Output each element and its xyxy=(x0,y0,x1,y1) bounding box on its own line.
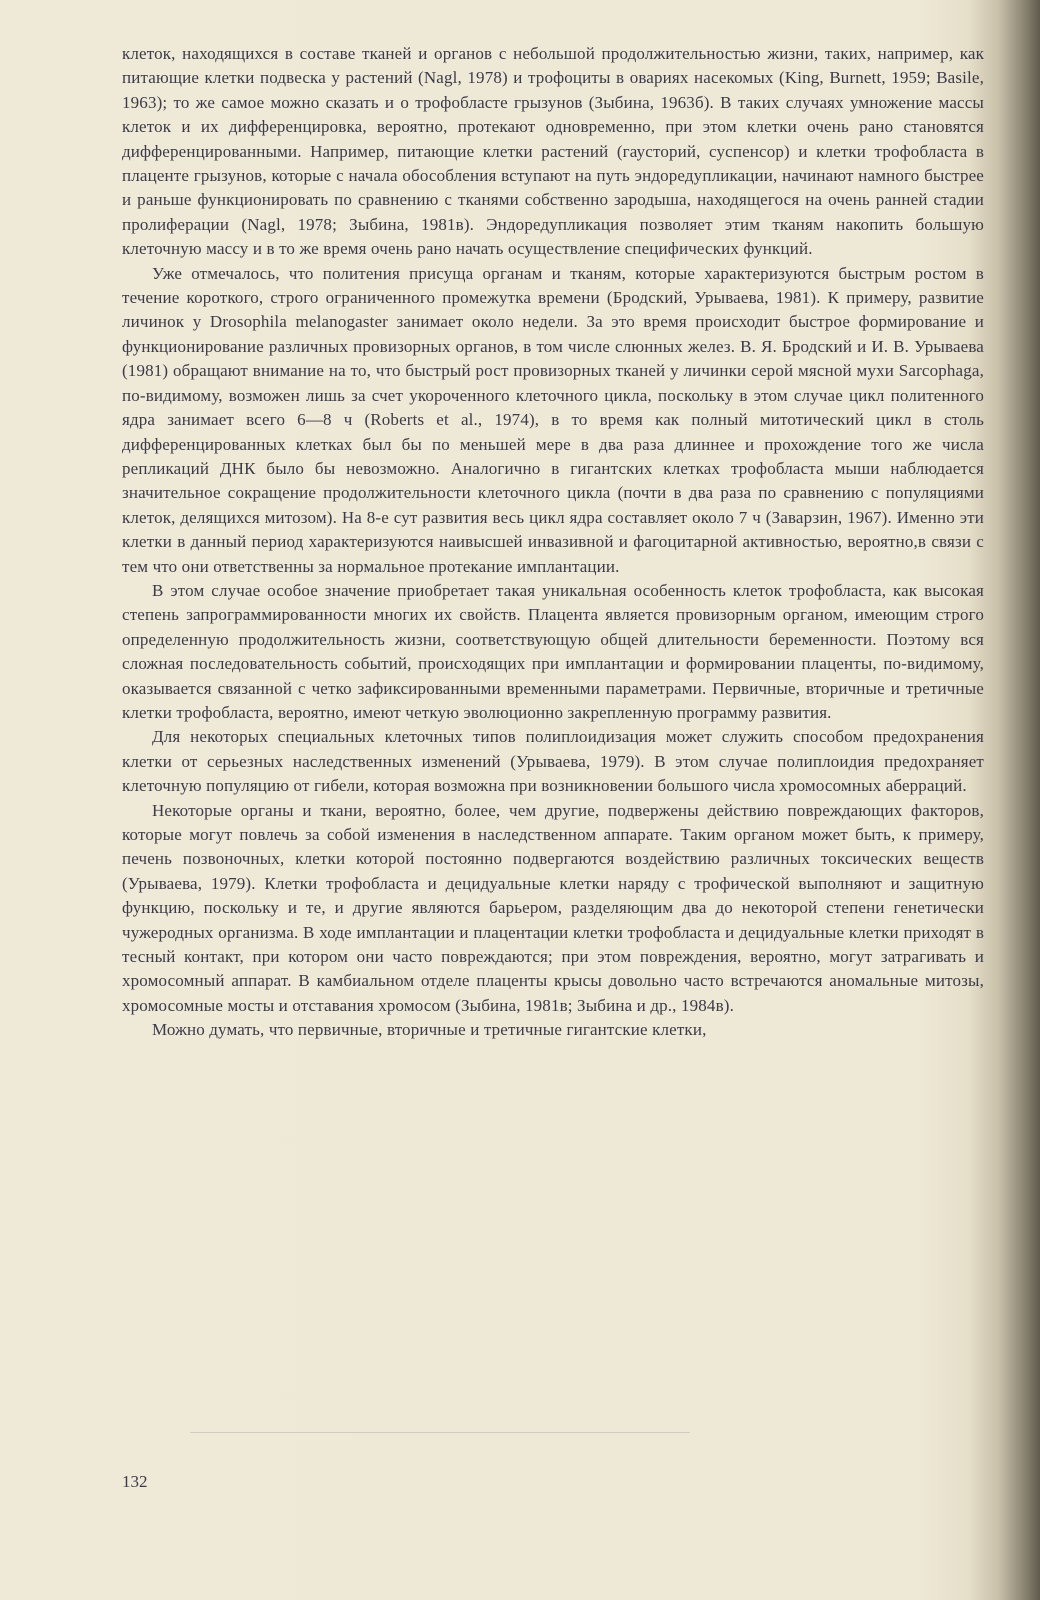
page-number: 132 xyxy=(122,1472,148,1491)
paragraph-4: Для некоторых специальных клеточных типов полиплоидизация может служить способом предохранения клетки от серьезных наследственных изменений (Урываева, 1979). В этом случае полиплоидия предохраняет клеточную популяцию от гибели, которая возможна при возникновении большого числа хромосомных аберраций. xyxy=(122,727,984,796)
paragraph-3: В этом случае особое значение приобретает такая уникальная особенность клеток трофобласта, как высокая степень запрограммированности многих их свойств. Плацента является провизорным органом, имеющим строго определенную продолжительность жизни, соответствующую общей длительности беременности. Поэтому вся сложная последовательность событий, происходящих при имплантации и формировании плаценты, по-видимому, оказывается связанной с четко зафиксированными временными параметрами. Первичные, вторичные и третичные клетки трофобласта, вероятно, имеют четкую эволюционно закрепленную программу развития. xyxy=(122,580,984,722)
paragraph-5: Некоторые органы и ткани, вероятно, более, чем другие, подвержены действию повреждающих факторов, которые могут повлечь за собой изменения в наследственном аппарате. Таким органом может быть, к примеру, печень позвоночных, клетки которой постоянно подвергаются воздействию различных токсических веществ (Урываева, 1979). Клетки трофобласта и децидуальные клетки наряду с трофической выполняют и защитную функцию, поскольку и те, и другие являются барьером, разделяющим два до некоторой степени генетически чужеродных организма. В ходе имплантации и плацентации клетки трофобласта и децидуальные клетки приходят в тесный контакт, при котором они часто повреждаются; при этом повреждения, вероятно, могут затрагивать и хромосомный аппарат. В камбиальном отделе плаценты крысы довольно часто встречаются аномальные митозы, хромосомные мосты и отставания хромосом (Зыбина, 1981в; Зыбина и др., 1984в). xyxy=(122,800,984,1015)
body-text xyxy=(122,42,984,1043)
footer-rule xyxy=(190,1432,690,1433)
paragraph-2: Уже отмечалось, что политения присуща органам и тканям, которые характеризуются быстрым ростом в течение короткого, строго ограниченного промежутка времени (Бродский, Урываева, 1981). К примеру, развитие личинок у Drosophila melanogaster занимает около недели. За это время происходит быстрое формирование и функционирование различных провизорных органов, в том числе слюнных желез. В. Я. Бродский и И. В. Урываева (1981) обращают внимание на то, что быстрый рост провизорных тканей у личинки серой мясной мухи Sarcophaga, по-видимому, возможен лишь за счет укороченного клеточного цикла, поскольку в этом случае цикл политенного ядра занимает всего 6—8 ч (Roberts et al., 1974), в то время как полный митотический цикл в столь дифференцированных клетках был бы по меньшей мере в два раза длиннее и прохождение того же числа репликаций ДНК было бы невозможно. Аналогично в гигантских клетках трофобласта мыши наблюдается значительное сокращение продолжительности клеточного цикла (почти в два раза по сравнению с популяциями клеток, делящихся митозом). На 8-е сут развития весь цикл ядра составляет около 7 ч (Заварзин, 1967). Именно эти клетки в данный период характеризуются наивысшей инвазивной и фагоцитарной активностью, вероятно,в связи с тем что они ответственны за нормальное протекание имплантации. xyxy=(122,263,984,576)
paragraph-6: Можно думать, что первичные, вторичные и третичные гигантские клетки, xyxy=(152,1020,707,1040)
paragraph-1: клеток, находящихся в составе тканей и органов с небольшой продолжительностью жизни, таких, например, как питающие клетки подвеска у растений (Nagl, 1978) и трофоциты в овариях насекомых (King, Burnett, 1959; Basile, 1963); то же самое можно сказать и о трофобласте грызунов (Зыбина, 1963б). В таких случаях умножение массы клеток и их дифференцировка, вероятно, протекают одновременно, при этом клетки очень рано становятся дифференцированными. Например, питающие клетки растений (гаусторий, суспенсор) и клетки трофобласта в плаценте грызунов, которые с начала обособления вступают на путь эндоредупликации, начинают намного быстрее и раньше функционировать по сравнению с тканями собственно зародыша, находящегося на очень ранней стадии пролиферации (Nagl, 1978; Зыбина, 1981в). Эндоредупликация позволяет этим тканям накопить большую клеточную массу и в то же время очень рано начать осуществление специфических функций. xyxy=(122,44,984,259)
